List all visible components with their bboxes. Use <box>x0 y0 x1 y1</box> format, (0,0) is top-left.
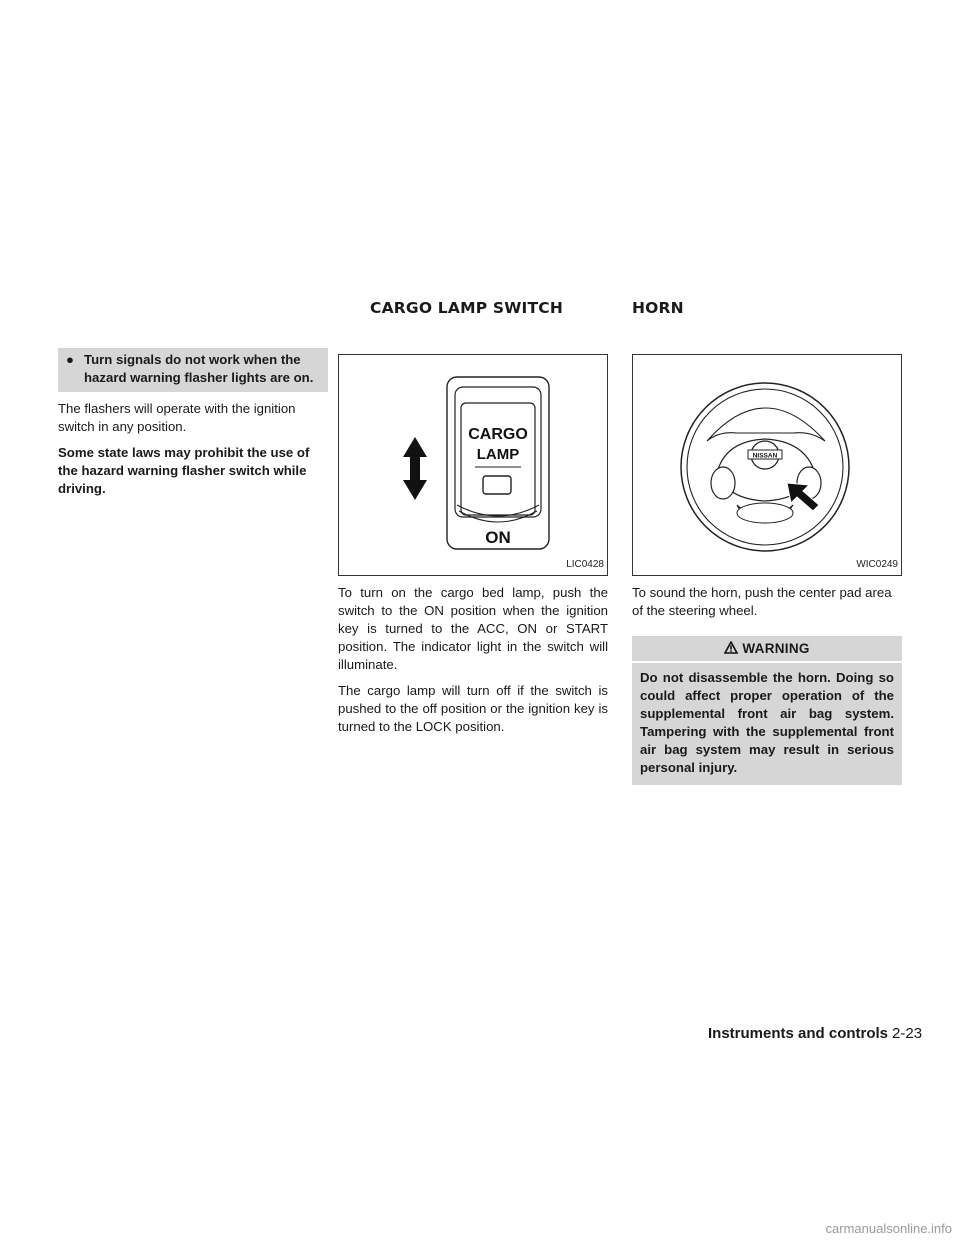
watermark: carmanualsonline.info <box>825 1221 952 1236</box>
left-column <box>58 348 328 506</box>
on-label: ON <box>485 528 511 547</box>
heading-horn: HORN <box>632 299 684 317</box>
horn-column <box>632 354 902 785</box>
warning-body: Do not disassemble the horn. Doing so could affect proper operation of the supplemental front air bag system. Tampering with the supplemental front air bag system may result in serious personal injury. <box>632 663 902 785</box>
flasher-paragraph: The flashers will operate with the ignition switch in any position. <box>58 401 296 434</box>
cargo-paragraph-1: To turn on the cargo bed lamp, push the switch to the ON position when the ignition key is turned to the ACC, ON or START position. The indicator light in the switch will illuminate. <box>338 585 608 672</box>
horn-figure <box>632 354 902 576</box>
bullet-note <box>58 348 328 392</box>
warning-triangle-icon <box>724 641 738 654</box>
page-footer <box>708 1025 922 1042</box>
cargo-label: CARGO <box>468 426 528 443</box>
figure-code-lic0428: LIC0428 <box>566 559 604 570</box>
bullet-text: Turn signals do not work when the hazard warning flasher lights are on. <box>84 352 314 385</box>
page-number: 2-23 <box>892 1025 923 1042</box>
steering-wheel-illustration <box>633 355 901 575</box>
cargo-lamp-switch-illustration <box>339 355 607 575</box>
horn-paragraph: To sound the horn, push the center pad area of the steering wheel. <box>632 585 892 618</box>
nissan-logo-text: NISSAN <box>752 452 778 460</box>
figure-code-wic0249: WIC0249 <box>856 559 898 570</box>
state-laws-paragraph: Some state laws may prohibit the use of the hazard warning flasher switch while driving. <box>58 445 310 496</box>
cargo-lamp-figure <box>338 354 608 576</box>
warning-header <box>632 636 902 661</box>
bullet-mark: ● <box>66 352 74 367</box>
lamp-label: LAMP <box>476 446 520 463</box>
footer-section: Instruments and controls <box>708 1025 889 1042</box>
cargo-column <box>338 354 608 744</box>
heading-cargo-lamp-switch: CARGO LAMP SWITCH <box>370 299 564 317</box>
double-arrow-icon <box>403 437 427 500</box>
warning-title: WARNING <box>742 641 810 656</box>
cargo-paragraph-2: The cargo lamp will turn off if the switch is pushed to the off position or the ignition key is turned to the LOCK position. <box>338 683 608 734</box>
